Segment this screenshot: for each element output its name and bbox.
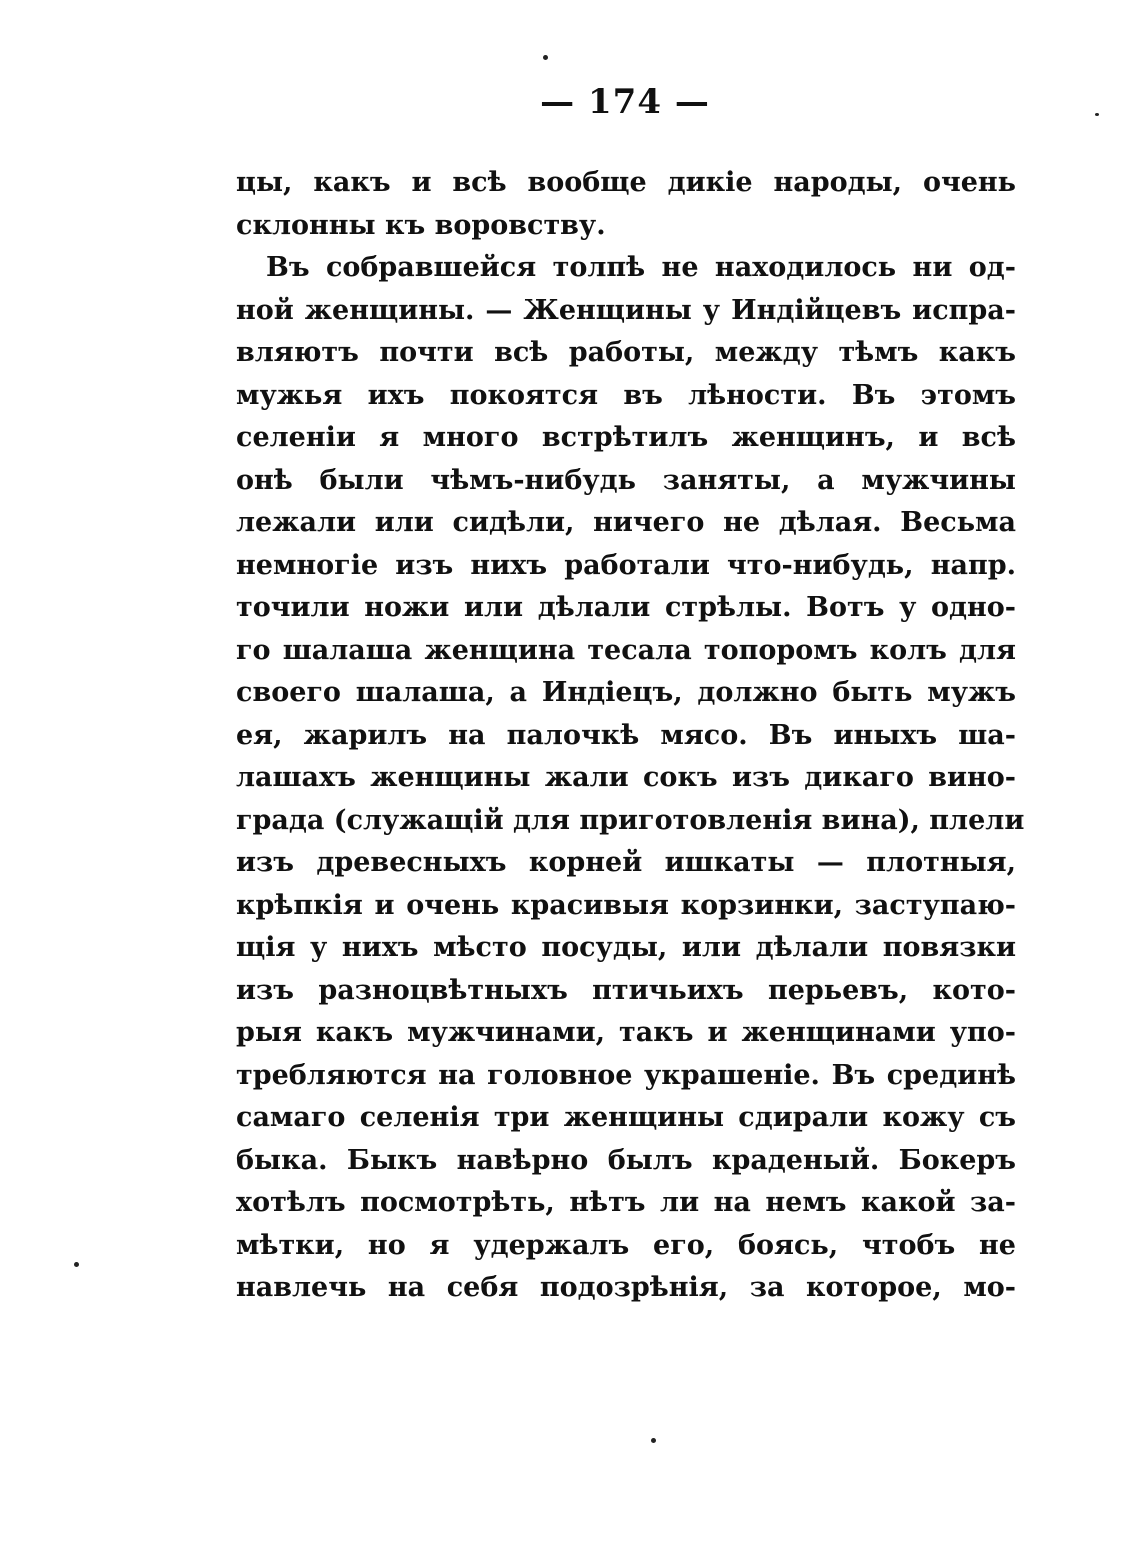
text-line: цы, какъ и всѣ вообще дикіе народы, очень	[236, 167, 1016, 198]
scan-speck	[543, 55, 548, 60]
text-line: ной женщины. — Женщины у Индійцевъ испра-	[236, 294, 1016, 326]
text-line: селеніи я много встрѣтилъ женщинъ, и всѣ	[236, 422, 1016, 453]
text-line: Въ собравшейся толпѣ не находилось ни од-	[266, 252, 1016, 283]
text-line: онѣ были чѣмъ-нибудь заняты, а мужчины	[236, 464, 1016, 496]
text-line: самаго селенія три женщины сдирали кожу съ	[236, 1102, 1016, 1133]
text-line: мѣтки, но я удержалъ его, боясь, чтобъ не	[236, 1229, 1016, 1261]
text-line: склонны къ воровству.	[236, 209, 606, 241]
body-text	[236, 162, 1025, 1310]
text-line: требляются на головное украшеніе. Въ срединѣ	[236, 1059, 1016, 1091]
text-line: го шалаша женщина тесала топоромъ колъ для	[236, 634, 1016, 666]
text-line: хотѣлъ посмотрѣть, нѣтъ ли на немъ какой за-	[236, 1187, 1016, 1218]
text-line: щія у нихъ мѣсто посуды, или дѣлали повязки	[236, 932, 1016, 963]
text-line: ея, жарилъ на палочкѣ мясо. Въ иныхъ ша-	[236, 719, 1016, 751]
page-number: — 174 —	[540, 82, 710, 122]
scan-speck	[74, 1262, 79, 1267]
text-line: своего шалаша, а Индіецъ, должно быть мужъ	[236, 677, 1016, 708]
text-line: точили ножи или дѣлали стрѣлы. Вотъ у одно-	[236, 592, 1016, 623]
text-line: града (служащій для приготовленія вина), плели	[236, 804, 1025, 836]
scan-speck	[651, 1438, 656, 1443]
text-line: лашахъ женщины жали сокъ изъ дикаго вино-	[236, 762, 1016, 793]
text-line: немногіе изъ нихъ работали что-нибудь, напр.	[236, 549, 1016, 581]
text-line: рыя какъ мужчинами, такъ и женщинами упо-	[236, 1017, 1016, 1048]
text-line: навлечь на себя подозрѣнія, за которое, мо-	[236, 1272, 1016, 1303]
text-line: лежали или сидѣли, ничего не дѣлая. Весьма	[236, 507, 1016, 538]
text-line: изъ разноцвѣтныхъ птичьихъ перьевъ, кото-	[236, 974, 1016, 1006]
text-line: изъ древесныхъ корней ишкаты — плотныя,	[236, 847, 1016, 878]
text-line: вляютъ почти всѣ работы, между тѣмъ какъ	[236, 337, 1016, 368]
scan-speck	[1095, 113, 1099, 116]
text-line: крѣпкія и очень красивыя корзинки, заступаю-	[236, 889, 1016, 921]
text-line: быка. Быкъ навѣрно былъ краденый. Бокеръ	[236, 1144, 1016, 1176]
text-line: мужья ихъ покоятся въ лѣности. Въ этомъ	[236, 379, 1016, 411]
